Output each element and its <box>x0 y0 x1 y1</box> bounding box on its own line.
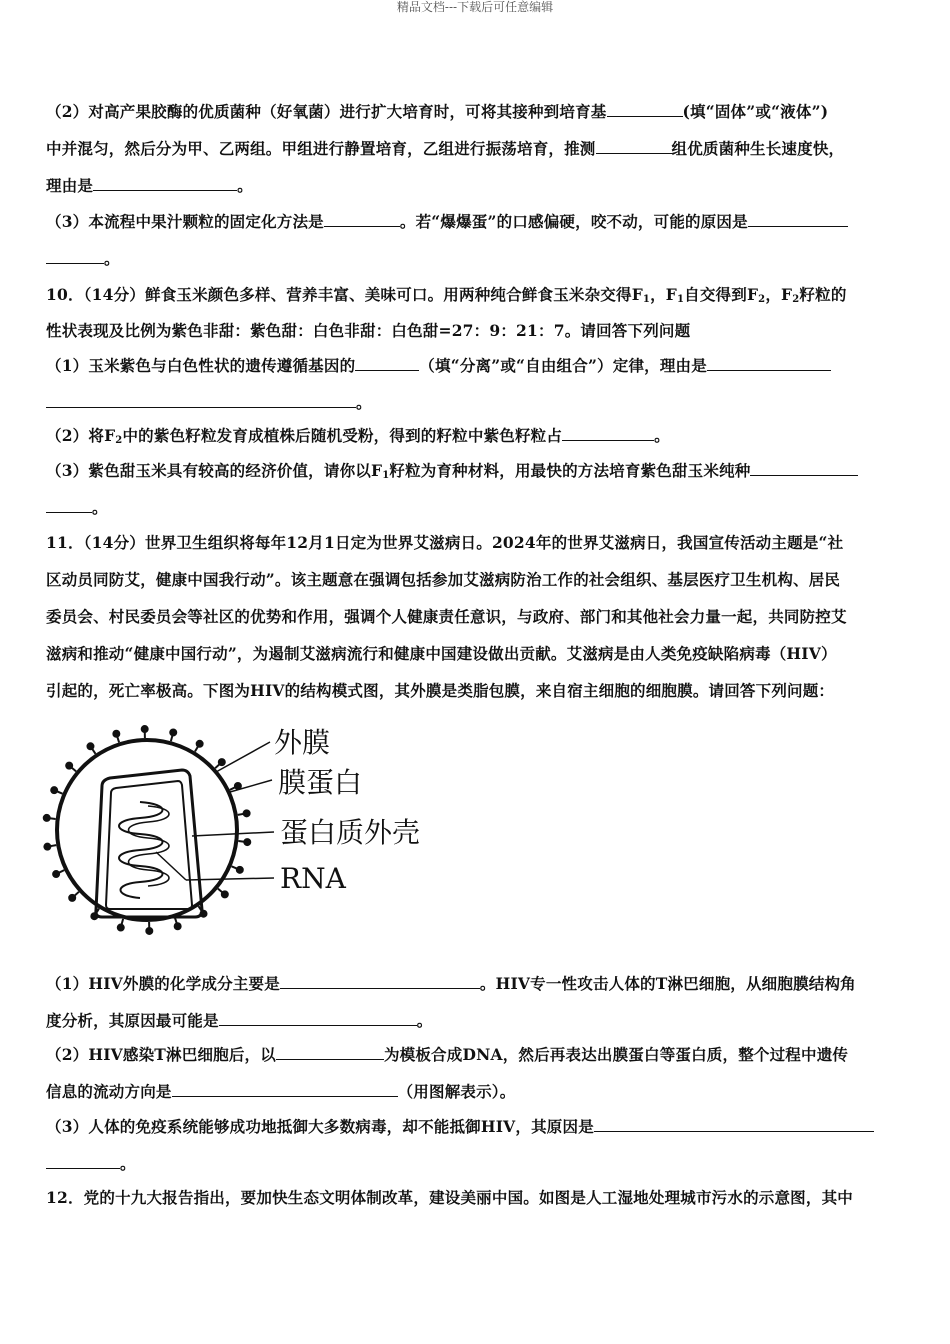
answer-blank[interactable] <box>46 393 356 408</box>
q11-part3-line1 <box>46 1116 874 1138</box>
hiv-structure-diagram <box>40 720 460 945</box>
text: 。HIV专一性攻击人体的T淋巴细胞，从细胞膜结构角 <box>479 974 856 993</box>
leader-capsid <box>192 832 274 836</box>
q9-part2-line3 <box>46 175 253 197</box>
membrane-protein-knob <box>44 844 50 850</box>
text: （1）HIV外膜的化学成分主要是 <box>46 974 280 993</box>
text: 。 <box>356 393 372 412</box>
q10-stem-line2 <box>46 320 690 342</box>
text: 。 <box>92 498 108 517</box>
capsid-inner <box>106 781 192 909</box>
q11-stem-line5 <box>46 680 834 702</box>
membrane-protein-knob <box>175 923 181 929</box>
q11-stem-line4 <box>46 643 837 665</box>
membrane-protein-knob <box>235 783 241 789</box>
leader-rna-1 <box>156 852 186 880</box>
q10-part3-line1 <box>46 460 858 482</box>
answer-blank[interactable] <box>172 1082 398 1097</box>
text: 。 <box>654 426 670 445</box>
answer-blank[interactable] <box>607 102 683 117</box>
subscript: 1 <box>642 294 651 305</box>
q10-part3-line2 <box>46 497 108 519</box>
answer-blank[interactable] <box>46 249 104 264</box>
answer-blank[interactable] <box>596 139 672 154</box>
text: （用图解表示）。 <box>397 1082 516 1101</box>
q11-stem-line1 <box>46 532 843 554</box>
text: 。 <box>104 249 120 268</box>
answer-blank[interactable] <box>219 1011 417 1026</box>
membrane-protein-knob <box>146 928 152 934</box>
answer-blank[interactable] <box>276 1045 384 1060</box>
q11-part1-line1 <box>46 973 856 995</box>
text: 理由是 <box>46 176 94 195</box>
q11-part2-line1 <box>46 1044 848 1066</box>
text: 。 <box>416 1011 433 1030</box>
label-outer-membrane: 外膜 <box>274 726 331 759</box>
subscript: 1 <box>676 294 685 305</box>
membrane-protein-knob <box>170 729 176 735</box>
text: （2）HIV感染T淋巴细胞后，以 <box>46 1045 276 1064</box>
answer-blank[interactable] <box>93 176 237 191</box>
q11-part3-line2 <box>46 1153 136 1175</box>
text: （3）紫色甜玉米具有较高的经济价值，请你以F <box>46 461 383 480</box>
q12-stem-line1 <box>46 1187 853 1209</box>
q9-part3-line2 <box>46 248 120 270</box>
text: (填“固体”或“液体”) <box>682 102 829 121</box>
answer-blank[interactable] <box>707 356 831 371</box>
q10-part2 <box>46 425 670 447</box>
page-header: 精品文档---下载后可任意编辑 <box>396 0 554 14</box>
leader-outer-membrane <box>216 742 270 772</box>
q10-part1-line1 <box>46 355 831 377</box>
subscript: 2 <box>115 435 123 446</box>
text: 籽粒为育种材料，用最快的方法培育紫色甜玉米纯种 <box>389 461 751 480</box>
text: （1）玉米紫色与白色性状的遗传遵循基因的 <box>46 356 356 375</box>
text: 籽粒的 <box>799 285 847 304</box>
text: 中的紫色籽粒发育成植株后随机受粉，得到的籽粒中紫色籽粒占 <box>122 426 563 445</box>
answer-blank[interactable] <box>748 212 848 227</box>
text: （2）对高产果胶酶的优质菌种（好氧菌）进行扩大培育时，可将其接种到培育基 <box>46 102 607 121</box>
answer-blank[interactable] <box>594 1117 874 1132</box>
outer-membrane-circle <box>57 740 237 920</box>
q11-part2-line2 <box>46 1081 515 1103</box>
membrane-protein-knob <box>118 925 124 931</box>
q9-part2-line2 <box>46 138 844 160</box>
answer-blank[interactable] <box>562 426 654 441</box>
subscript: 2 <box>792 294 800 305</box>
text: 为模板合成DNA，然后再表达出膜蛋白等蛋白质，整个过程中遗传 <box>383 1045 849 1064</box>
membrane-protein-knob <box>244 839 250 845</box>
subscript: 1 <box>382 470 390 481</box>
text: 。若“爆爆蛋”的口感偏硬，咬不动，可能的原因是 <box>399 212 748 231</box>
text: 区动员同防艾，健康中国我行动”。该主题意在强调包括参加艾滋病防治工作的社会组织、基层医疗卫生机构、居民 <box>46 570 841 589</box>
answer-blank[interactable] <box>750 461 858 476</box>
text: （3）本流程中果汁颗粒的固定化方法是 <box>46 212 324 231</box>
q11-stem-line2 <box>46 569 840 591</box>
text: 10．（14分）鲜食玉米颜色多样、营养丰富、美味可口。用两种纯合鲜食玉米杂交得F <box>46 285 643 304</box>
text: 信息的流动方向是 <box>46 1082 172 1101</box>
q9-part3-line1 <box>46 211 848 233</box>
answer-blank[interactable] <box>46 498 92 513</box>
q11-part1-line2 <box>46 1010 432 1032</box>
q10-part1-line2 <box>46 392 372 414</box>
q10-stem-line1 <box>46 284 847 306</box>
answer-blank[interactable] <box>46 1154 120 1169</box>
text: 。 <box>120 1154 136 1173</box>
membrane-protein-knob <box>237 867 243 873</box>
answer-blank[interactable] <box>355 356 419 371</box>
text: 组优质菌种生长速度快， <box>671 139 845 158</box>
text: 度分析，其原因最可能是 <box>46 1011 219 1030</box>
membrane-protein-knob <box>53 871 59 877</box>
text: （填“分离”或“自由组合”）定律，理由是 <box>419 356 707 375</box>
membrane-protein-knob <box>66 763 72 769</box>
text: 。 <box>237 176 253 195</box>
text: 12．党的十九大报告指出，要加快生态文明体制改革，建设美丽中国。如图是人工湿地处理城市污水的示意图，其中 <box>46 1188 853 1207</box>
membrane-protein-knob <box>44 815 50 821</box>
text: 11．（14分）世界卫生组织将每年12月1日定为世界艾滋病日。2024年的世界艾滋病日，我国宣传活动主题是“社 <box>46 533 844 552</box>
text: 性状表现及比例为紫色非甜：紫色甜：白色非甜：白色甜=27：9：21：7。请回答下列问题 <box>46 321 691 340</box>
text: 委员会、村民委员会等社区的优势和作用，强调个人健康责任意识，与政府、部门和其他社会力量一起，共同防控艾 <box>46 607 847 626</box>
text: 自交得到F <box>684 285 759 304</box>
label-membrane-protein: 膜蛋白 <box>278 766 363 799</box>
membrane-protein-knob <box>197 741 203 747</box>
text: 中并混匀，然后分为甲、乙两组。甲组进行静置培育，乙组进行振荡培育，推测 <box>46 139 596 158</box>
text: ，F <box>765 285 793 304</box>
membrane-protein-knob <box>113 731 119 737</box>
answer-blank[interactable] <box>280 974 480 989</box>
q9-part2-line1 <box>46 101 828 123</box>
membrane-protein-knob <box>87 743 93 749</box>
subscript: 2 <box>758 294 766 305</box>
answer-blank[interactable] <box>324 212 400 227</box>
text: （2）将F <box>46 426 116 445</box>
label-capsid: 蛋白质外壳 <box>280 816 421 849</box>
rna-strand-1 <box>119 802 163 898</box>
text: 引起的，死亡率极高。下图为HIV的结构模式图，其外膜是类脂包膜，来自宿主细胞的细胞膜。请回答下列问题： <box>46 681 835 700</box>
membrane-protein-knob <box>222 891 228 897</box>
text: 滋病和推动“健康中国行动”，为遏制艾滋病流行和健康中国建设做出贡献。艾滋病是由人类免疫缺陷病毒（HIV） <box>46 644 837 663</box>
membrane-protein-knob <box>142 726 148 732</box>
label-rna: RNA <box>280 862 346 895</box>
q11-stem-line3 <box>46 606 847 628</box>
text: （3）人体的免疫系统能够成功地抵御大多数病毒，却不能抵御HIV，其原因是 <box>46 1117 594 1136</box>
membrane-protein-knob <box>219 759 225 765</box>
membrane-protein-knob <box>51 787 57 793</box>
text: ，F <box>650 285 677 304</box>
membrane-protein-knob <box>69 895 75 901</box>
membrane-protein-knob <box>244 810 250 816</box>
